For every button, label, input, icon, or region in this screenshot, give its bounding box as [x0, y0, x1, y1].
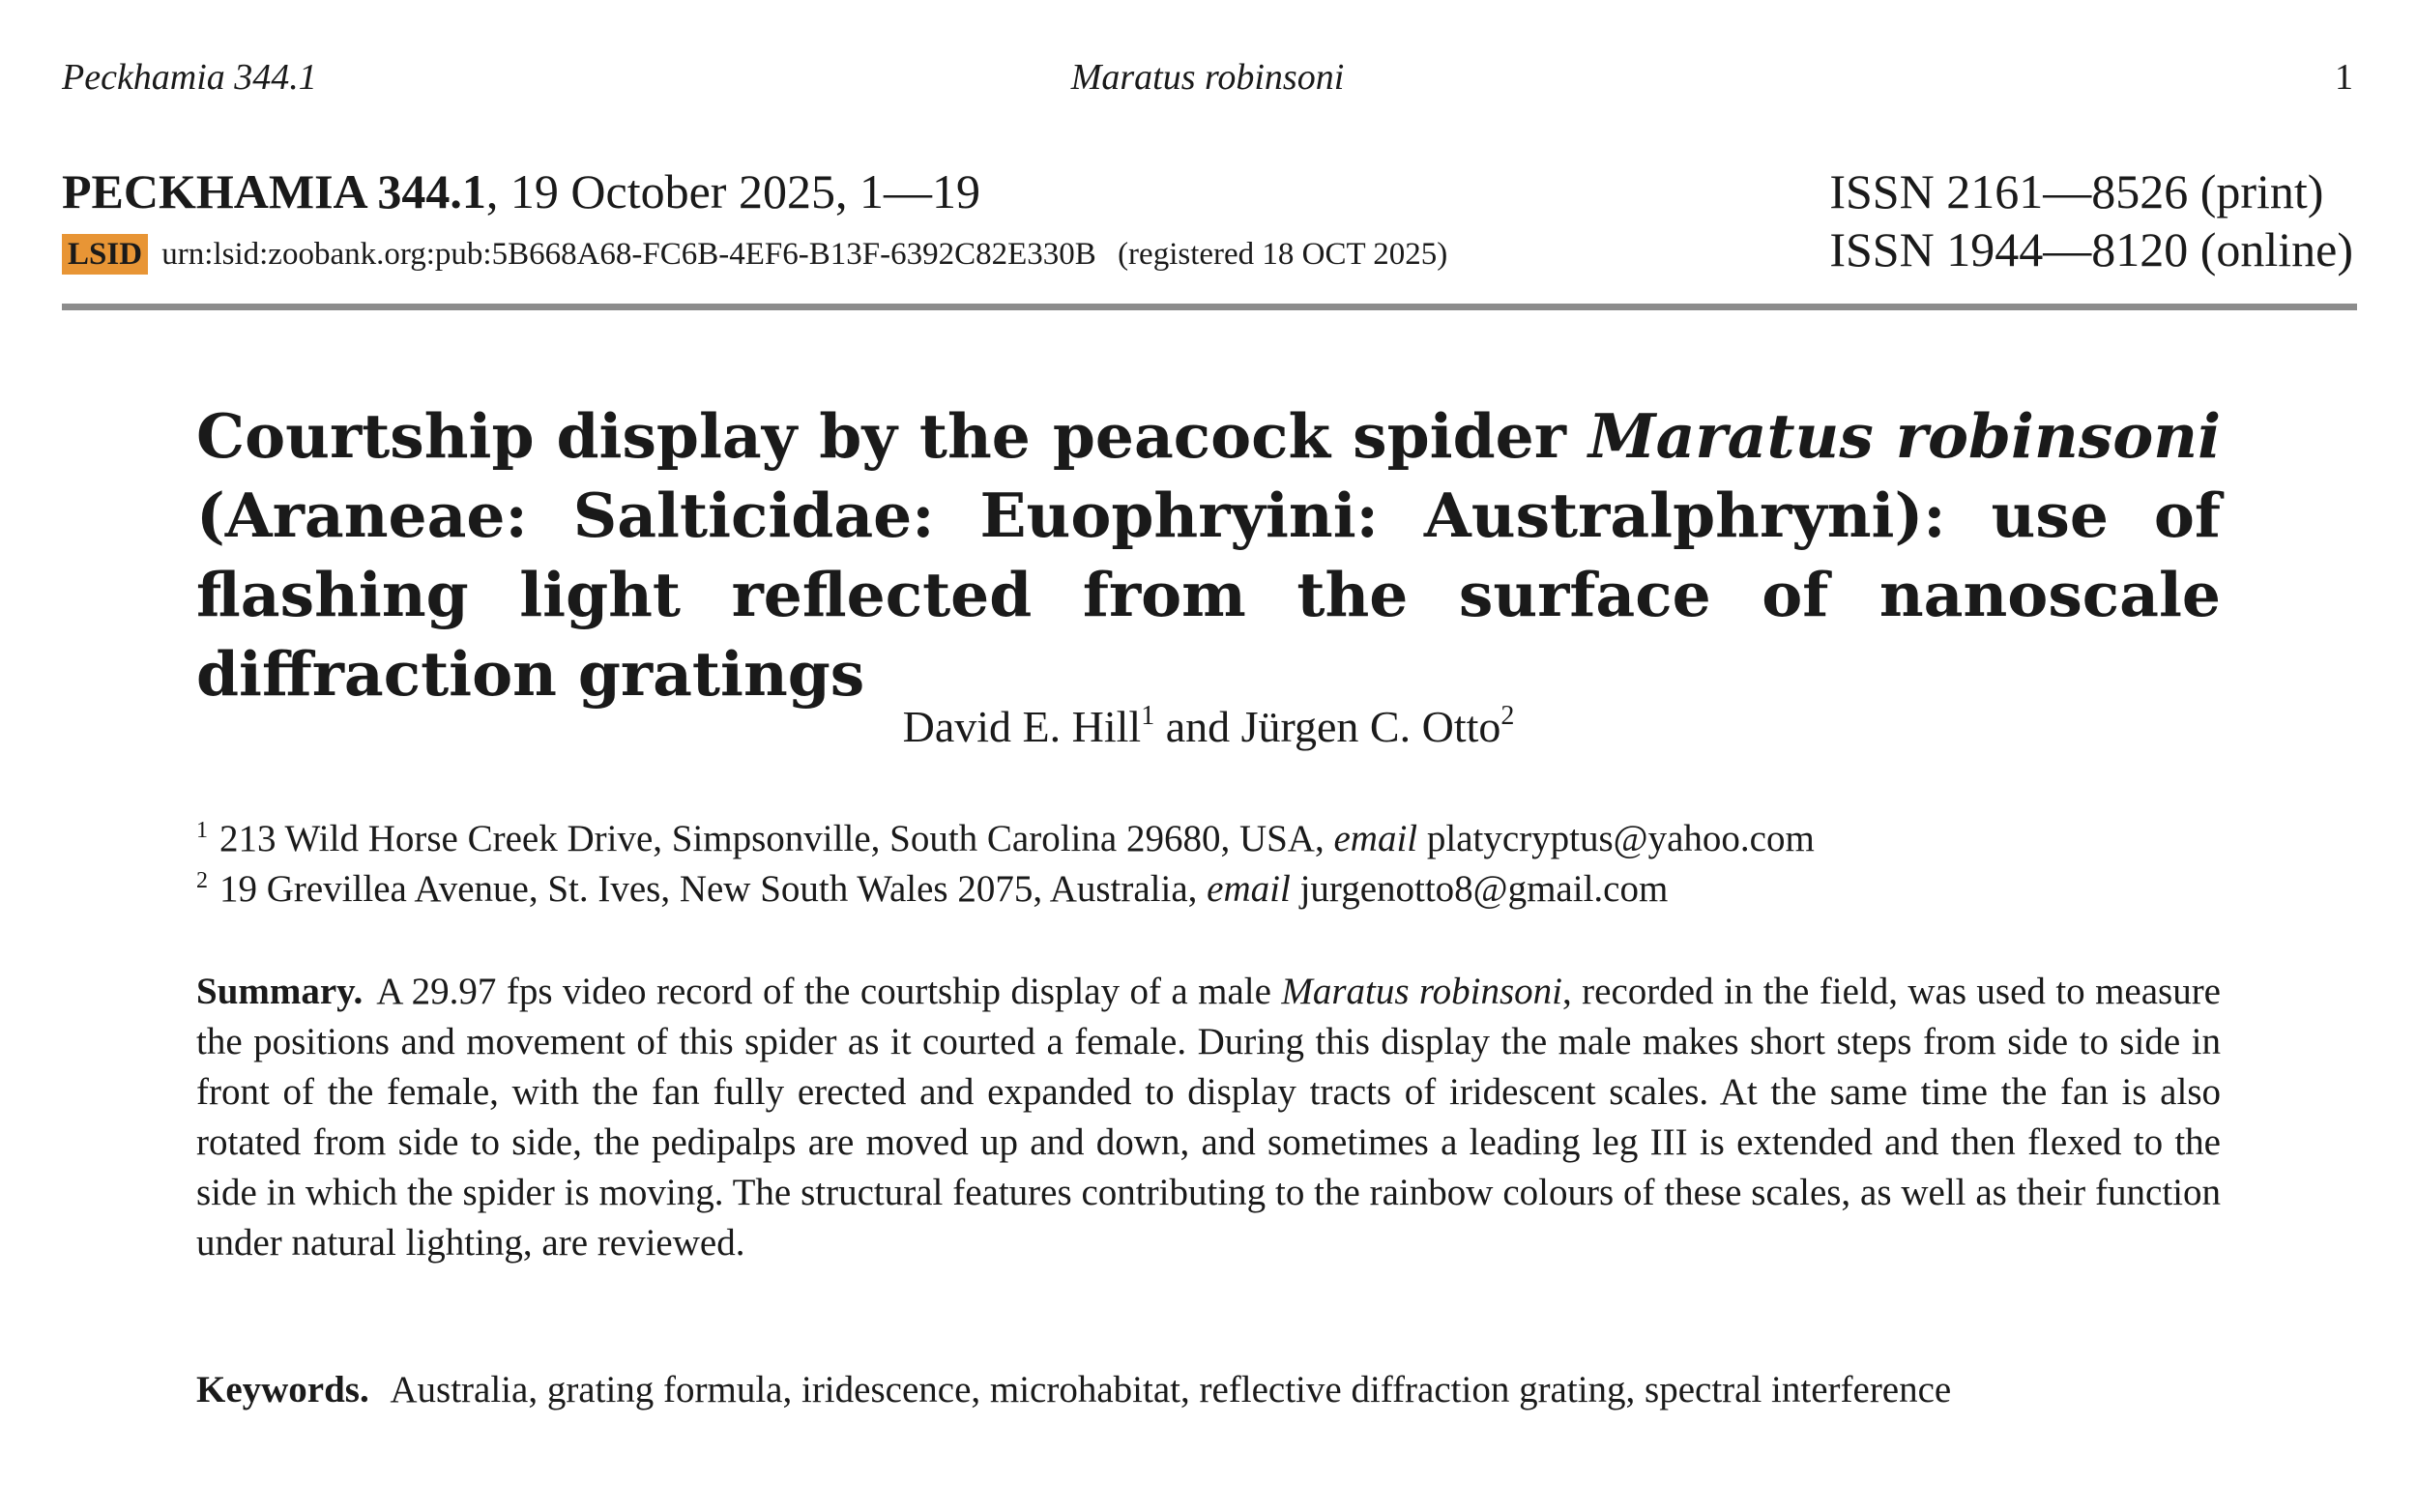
- affiliation-2-email[interactable]: jurgenotto8@gmail.com: [1299, 868, 1669, 910]
- author-1-affiliation-mark: 1: [1141, 701, 1155, 731]
- summary-label: Summary.: [196, 971, 364, 1012]
- summary-paragraph: [196, 967, 2221, 1268]
- running-header-species: Maratus robinsoni: [1070, 57, 1345, 98]
- citation-line: [62, 162, 980, 220]
- lsid-urn[interactable]: urn:lsid:zoobank.org:pub:5B668A68-FC6B-4EF6-B13F-6392C82E330B: [161, 237, 1096, 272]
- lsid-badge: LSID: [62, 234, 148, 275]
- affiliation-1-email-label: email: [1333, 818, 1418, 859]
- issn-block: [1829, 162, 2353, 278]
- lsid-line: [62, 232, 1447, 276]
- page-number: 1: [2335, 57, 2353, 98]
- citation-date-pages: , 19 October 2025, 1—19: [485, 164, 980, 218]
- running-header: [62, 48, 2353, 106]
- author-2: Jürgen C. Otto: [1240, 702, 1501, 751]
- affiliation-1-mark: 1: [196, 818, 208, 843]
- affiliation-1-address: 213 Wild Horse Creek Drive, Simpsonville, South Carolina 29680, USA,: [219, 818, 1334, 859]
- affiliation-1: [196, 814, 2323, 864]
- affiliations: [196, 814, 2323, 915]
- journal-volume: PECKHAMIA 344.1: [62, 164, 486, 218]
- title-part1: Courtship display by the peacock spider: [196, 400, 1588, 472]
- paper-title: [196, 396, 2221, 713]
- summary-text-before: A 29.97 fps video record of the courtship display of a male: [376, 971, 1282, 1012]
- keywords-text: Australia, grating formula, iridescence, microhabitat, reflective diffraction grating, spectral interference: [390, 1369, 1952, 1410]
- author-conjunction: and: [1154, 702, 1241, 751]
- title-part2: (Araneae: Salticidae: Euophryini: Australphryni): use of flashing light reflected from the surface of nanoscale diffraction gratings: [196, 480, 2221, 710]
- author-1: David E. Hill: [902, 702, 1142, 751]
- affiliation-2-address: 19 Grevillea Avenue, St. Ives, New South Wales 2075, Australia,: [219, 868, 1208, 910]
- header-rule: [62, 304, 2357, 310]
- issn-print: ISSN 2161—8526 (print): [1829, 164, 2324, 218]
- issn-online: ISSN 1944—8120 (online): [1829, 222, 2353, 276]
- running-header-journal: Peckhamia 344.1: [62, 57, 317, 98]
- affiliation-2-email-label: email: [1207, 868, 1291, 910]
- lsid-registered: (registered 18 OCT 2025): [1118, 237, 1448, 272]
- summary-species: Maratus robinsoni: [1281, 971, 1562, 1012]
- keywords-paragraph: [196, 1365, 2221, 1415]
- affiliation-2: [196, 864, 2323, 915]
- keywords-label: Keywords.: [196, 1369, 369, 1410]
- masthead: [62, 155, 2353, 309]
- author-line: [0, 698, 2417, 756]
- affiliation-2-mark: 2: [196, 868, 208, 893]
- title-species: Maratus robinsoni: [1587, 400, 2221, 472]
- summary-text-after: , recorded in the field, was used to measure the positions and movement of this spider as it courted a female. During this display the male makes short steps from side to side in front of the female, with the fan fully erected and expanded to display tracts of iridescent scales. At the same time the fan is also rotated from side to side, the pedipalps are moved up and down, and sometimes a leading leg III is extended and then flexed to the side in which the spider is moving. The structural features contributing to the rainbow colours of these scales, as well as their function under natural lighting, are reviewed.: [196, 971, 2221, 1264]
- author-2-affiliation-mark: 2: [1500, 701, 1515, 731]
- affiliation-1-email[interactable]: platycryptus@yahoo.com: [1426, 818, 1815, 859]
